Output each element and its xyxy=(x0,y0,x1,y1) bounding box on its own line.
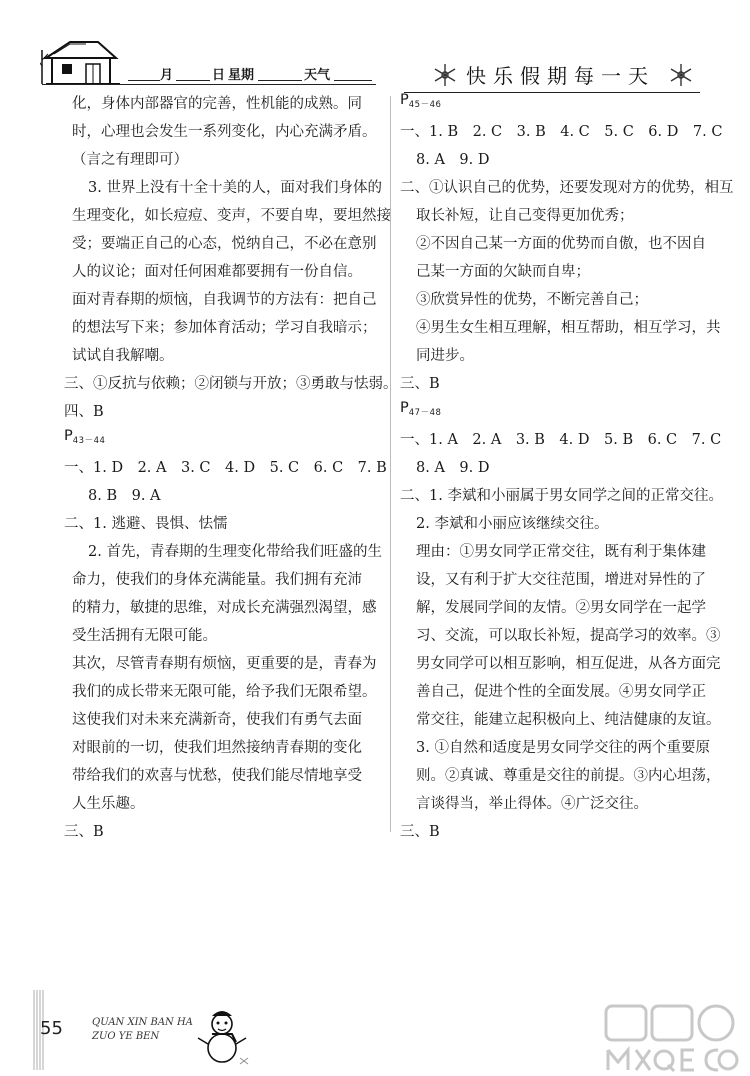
text-line: 的想法写下来；参加体育活动；学习自我暗示； xyxy=(72,320,377,336)
text-line: 三、①反抗与依赖；②闭锁与开放；③勇敢与怯弱。 xyxy=(64,376,398,392)
page-header xyxy=(0,0,750,100)
text-line: 面对青春期的烦恼，自我调节的方法有：把自己 xyxy=(72,292,377,308)
text-line: 一、1. D 2. A 3. C 4. D 5. C 6. C 7. B xyxy=(64,460,387,476)
text-line: 习、交流，可以取长补短，提高学习的效率。③ xyxy=(416,628,721,644)
text-line: 我们的成长带来无限可能，给予我们无限希望。 xyxy=(72,684,377,700)
day-blank xyxy=(176,80,210,81)
text-line: 设，又有利于扩大交往范围，增进对异性的了 xyxy=(416,572,706,588)
text-line: ④男生女生相互理解，相互帮助，相互学习，共 xyxy=(416,320,721,336)
text-line: 3. 世界上没有十全十美的人，面对我们身体的 xyxy=(88,180,382,196)
text-line: 理由：①男女同学正常交往，既有利于集体建 xyxy=(416,544,706,560)
text-line: 常交往，能建立起积极向上、纯洁健康的友谊。 xyxy=(416,712,721,728)
snowman-icon xyxy=(196,1004,250,1068)
text-line: 四、B xyxy=(64,404,104,420)
text-line: 这使我们对未来充满新奇，使我们有勇气去面 xyxy=(72,712,362,728)
text-line: 言谈得当，举止得体。④广泛交往。 xyxy=(416,796,648,812)
page-range-label: $P_{47-48}$ xyxy=(400,400,442,418)
month-label: 月 xyxy=(160,68,174,83)
text-line: 2. 李斌和小丽应该继续交往。 xyxy=(416,516,609,532)
text-line: 生理变化，如长痘痘、变声，不要自卑，要坦然接 xyxy=(72,208,391,224)
text-line: 一、1. A 2. A 3. B 4. D 5. B 6. C 7. C xyxy=(400,432,722,448)
text-line: 二、1. 李斌和小丽属于男女同学之间的正常交往。 xyxy=(400,488,723,504)
text-line: 则。②真诚、尊重是交往的前提。③内心坦荡， xyxy=(416,768,721,784)
weekday-label: 星期 xyxy=(228,68,255,83)
text-line: ③欣赏异性的优势，不断完善自己； xyxy=(416,292,648,308)
header-rule-left xyxy=(42,84,376,85)
text-line: 三、B xyxy=(400,376,440,392)
text-line: 同进步。 xyxy=(416,348,474,364)
text-line: 己某一方面的欠缺而自卑； xyxy=(416,264,590,280)
text-line: 二、①认识自己的优势，还要发现对方的优势，相互 xyxy=(400,180,734,196)
weather-label: 天气 xyxy=(304,68,331,83)
month-blank xyxy=(128,80,160,81)
text-line: 一、1. B 2. C 3. B 4. C 5. C 6. D 7. C xyxy=(400,124,723,140)
text-line: ②不因自己某一方面的优势而自傲，也不因自 xyxy=(416,236,706,252)
text-line: 人生乐趣。 xyxy=(72,796,145,812)
header-rule-right xyxy=(404,92,700,93)
text-line: 二、1. 逃避、畏惧、怯懦 xyxy=(64,516,228,532)
page-range-label: $P_{43-44}$ xyxy=(64,428,106,446)
page-number: 55 xyxy=(40,1018,63,1039)
text-line: 3. ①自然和适度是男女同学交往的两个重要原 xyxy=(416,740,710,756)
day-label: 日 xyxy=(212,68,226,83)
text-line: 时，心理也会发生一系列变化，内心充满矛盾。 xyxy=(72,124,377,140)
text-line: 三、B xyxy=(64,824,104,840)
text-line: 对眼前的一切，使我们坦然接纳青春期的变化 xyxy=(72,740,362,756)
column-divider xyxy=(390,96,391,832)
text-line: 8. B 9. A xyxy=(88,488,161,504)
text-line: 人的议论；面对任何困难都要拥有一份自信。 xyxy=(72,264,362,280)
series-name xyxy=(92,1016,193,1044)
text-line: 三、B xyxy=(400,824,440,840)
mxqe-watermark-icon xyxy=(598,1000,746,1074)
snowflake-icon xyxy=(668,62,694,88)
series-line: ZUO YE BEN xyxy=(92,1031,160,1042)
brand-title: 快乐假期每一天 xyxy=(466,64,655,88)
date-weather-row xyxy=(128,62,372,84)
text-line: 化，身体内部器官的完善，性机能的成熟。同 xyxy=(72,96,362,112)
text-line: 受生活拥有无限可能。 xyxy=(72,628,217,644)
text-line: 8. A 9. D xyxy=(416,460,490,476)
page-range-label: $P_{45-46}$ xyxy=(400,92,442,110)
series-line: QUAN XIN BAN HA xyxy=(92,1017,193,1028)
snow-house-icon xyxy=(40,38,122,86)
snowflake-icon xyxy=(432,62,458,88)
weekday-blank xyxy=(258,80,302,81)
text-line: 2. 首先，青春期的生理变化带给我们旺盛的生 xyxy=(88,544,382,560)
text-line: 取长补短，让自己变得更加优秀； xyxy=(416,208,634,224)
text-line: 解，发展同学间的友情。②男女同学在一起学 xyxy=(416,600,706,616)
text-line: 男女同学可以相互影响，相互促进，从各方面完 xyxy=(416,656,721,672)
text-line: 带给我们的欢喜与忧愁，使我们能尽情地享受 xyxy=(72,768,362,784)
text-line: （言之有理即可） xyxy=(72,152,188,168)
text-line: 命力，使我们的身体充满能量。我们拥有充沛 xyxy=(72,572,362,588)
text-line: 其次，尽管青春期有烦恼，更重要的是，青春为 xyxy=(72,656,377,672)
weather-blank xyxy=(334,80,372,81)
text-line: 的精力，敏捷的思维，对成长充满强烈渴望，感 xyxy=(72,600,377,616)
text-line: 善自己，促进个性的全面发展。④男女同学正 xyxy=(416,684,706,700)
text-line: 试试自我解嘲。 xyxy=(72,348,174,364)
text-line: 8. A 9. D xyxy=(416,152,490,168)
text-line: 受；要端正自己的心态，悦纳自己，不必在意别 xyxy=(72,236,377,252)
